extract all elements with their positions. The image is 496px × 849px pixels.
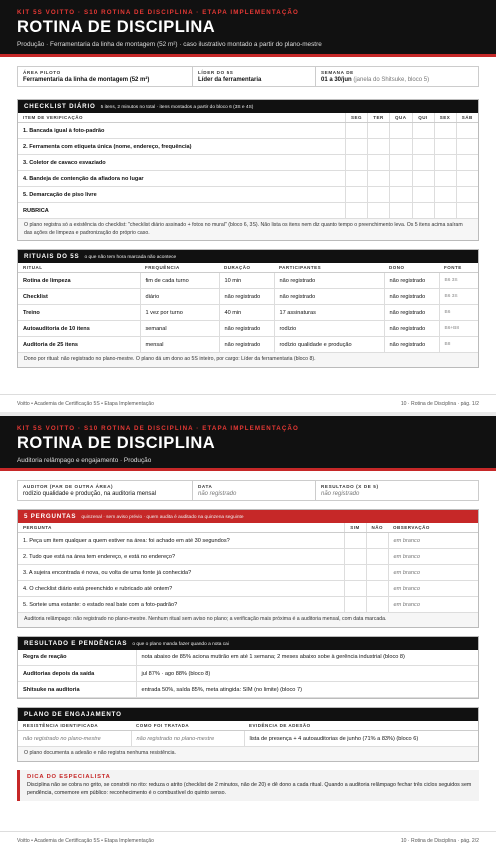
page-header bbox=[0, 0, 496, 54]
results-section bbox=[17, 636, 479, 700]
kicker: KIT 5S VOITTO · S10 ROTINA DE DISCIPLINA · ETAPA IMPLEMENTAÇÃO bbox=[17, 9, 299, 16]
page-1 bbox=[0, 0, 496, 412]
page-number: 10 · Rotina de Disciplina · pág. 1/2 bbox=[400, 400, 479, 407]
question-row: 5. Sorteie uma estante: o estado real bate com a foto-padrão? em branco bbox=[18, 597, 478, 613]
engagement-table: RESISTÊNCIA IDENTIFICADA COMO FOI TRATADA EVIDÊNCIA DE ADESÃO não registrado no plano-mestre não registrado no plano-mestre lista de presença + 4 autoauditorias de junho (71% a 83%) (bloco 6) bbox=[18, 721, 478, 747]
rituals-section bbox=[17, 249, 479, 368]
checklist-row: 2. Ferramenta com etiqueta única (nome, endereço, frequência) bbox=[18, 139, 478, 155]
accent-bar bbox=[0, 54, 496, 57]
results-header: RESULTADO E PENDÊNCIAS o que o plano manda fazer quando a nota cai bbox=[18, 637, 478, 650]
info-date: DATA não registrado bbox=[193, 481, 316, 500]
ritual-row: Treino 1 vez por turno 40 min 17 assinaturas não registrado B6 bbox=[18, 305, 478, 321]
info-strip bbox=[17, 480, 479, 501]
checklist-footnote: O plano registra só a existência do checklist: "checklist diário assinado + fotos no mural" (bloco 6, 3S). Não lista os itens nem diz quanto tempo o preenchimento leva. Os 5 itens acima saíram das ações de limpeza e padronização do próprio caso. bbox=[18, 219, 478, 240]
rituals-header: RITUAIS DO 5S o que não tem hora marcada não acontece bbox=[18, 250, 478, 263]
ritual-row: Rotina de limpeza fim de cada turno 10 min não registrado não registrado B6 3S bbox=[18, 273, 478, 289]
question-row: 1. Peça um item qualquer a quem estiver na área: foi achado em até 30 segundos? em branco bbox=[18, 533, 478, 549]
checklist-table: ITEM DE VERIFICAÇÃO SEG TER QUA QUI SEX SÁB 1. Bancada igual à foto-padrão 2. Ferramenta com etiqueta única (nome, endereço, frequência) 3. Coletor de cavaco esvaziado 4. Bandeja de contenção da afiadora no lugar 5. Demarcação de piso livre RUBRICA bbox=[18, 113, 478, 219]
checklist-row: 5. Demarcação de piso livre bbox=[18, 187, 478, 203]
area-value: Ferramentaria da linha de montagem (52 m²) bbox=[23, 77, 150, 83]
checklist-row: 4. Bandeja de contenção da afiadora no lugar bbox=[18, 171, 478, 187]
questions-header: 5 PERGUNTAS quinzenal · sem aviso prévio · quem audita é auditado na quinzena seguinte bbox=[18, 510, 478, 523]
result-row: Auditorias depois da saída jul 87% · ago 88% (bloco 8) bbox=[18, 666, 478, 682]
ritual-row: Checklist diário não registrado não registrado não registrado B6 3S bbox=[18, 289, 478, 305]
page-footer: Voitto • Academia de Certificação 5S • Etapa Implementação 10 · Rotina de Disciplina · pág. 2/2 bbox=[0, 831, 496, 849]
week-suffix: (janela do Shitsuke, bloco 5) bbox=[351, 77, 430, 83]
page-header bbox=[0, 416, 496, 468]
info-area: ÁREA PILOTO Ferramentaria da linha de montagem (52 m²) bbox=[18, 67, 193, 86]
expert-tip: DICA DO ESPECIALISTA Disciplina não se cobra no grito, se constrói no rito: reduza o atrito (checklist de 2 minutos, não de 20) e dê dono a cada ritual. Quando a auditoria relâmpago fechar três ciclos seguidos sem pendência, comemore em público: reconhecimento é o combustível do quinto senso. bbox=[17, 770, 479, 802]
result-row: Shitsuke na auditoria entrada 50%, saída 85%, meta atingida: SIM (no limite) (bloco 7) bbox=[18, 682, 478, 698]
question-row: 4. O checklist diário está preenchido e rubricado até ontem? em branco bbox=[18, 581, 478, 597]
engagement-footnote: O plano documenta a adesão e não registra nenhuma resistência. bbox=[18, 747, 478, 761]
checklist-section bbox=[17, 99, 479, 241]
info-auditor: AUDITOR (PAR DE OUTRA ÁREA) rodízio qualidade e produção, na auditoria mensal bbox=[18, 481, 193, 500]
questions-table: PERGUNTA SIM NÃO OBSERVAÇÃO 1. Peça um item qualquer a quem estiver na área: foi achado em até 30 segundos? em branco 2. Tudo que está na área tem endereço, e está no endereço? em branco 3. A sujeira encontrada é nova, ou volta de uma fonte já conhecida? em branco 4. O checklist diário está preenchido e rubricado até ontem? em branco 5. Sorteie uma estante: o estado real bate com a foto-padrão? em branco bbox=[18, 523, 478, 613]
checklist-signature-row: RUBRICA bbox=[18, 203, 478, 219]
leader-value: Líder da ferramentaria bbox=[198, 77, 262, 83]
questions-section bbox=[17, 509, 479, 628]
accent-bar bbox=[0, 468, 496, 471]
page-subtitle: Produção · Ferramentaria da linha de montagem (52 m²) · caso ilustrativo montado a partir do plano-mestre bbox=[17, 41, 322, 48]
info-leader: LÍDER DO 5S Líder da ferramentaria bbox=[193, 67, 316, 86]
page-subtitle: Auditoria relâmpago e engajamento · Produção bbox=[17, 457, 152, 464]
page-2 bbox=[0, 416, 496, 849]
info-week: SEMANA DE 01 a 30/jun (janela do Shitsuke, bloco 5) bbox=[321, 70, 430, 83]
engagement-row: não registrado no plano-mestre não registrado no plano-mestre lista de presença + 4 autoauditorias de junho (71% a 83%) (bloco 6) bbox=[18, 731, 478, 747]
page-title: ROTINA DE DISCIPLINA bbox=[17, 18, 216, 36]
week-value: 01 a 30/jun bbox=[321, 77, 352, 83]
engagement-header: PLANO DE ENGAJAMENTO bbox=[18, 708, 478, 721]
engagement-section bbox=[17, 707, 479, 762]
ritual-row: Autoauditoria de 10 itens semanal não registrado rodízio não registrado B6+B8 bbox=[18, 321, 478, 337]
ritual-row: Auditoria de 25 itens mensal não registrado rodízio qualidade e produção não registrado B8 bbox=[18, 337, 478, 353]
rituals-footnote: Dono por ritual: não registrado no plano-mestre. O plano dá um dono ao 5S inteiro, por cargo: Líder da ferramentaria (bloco 8). bbox=[18, 353, 478, 367]
question-row: 2. Tudo que está na área tem endereço, e está no endereço? em branco bbox=[18, 549, 478, 565]
kicker: KIT 5S VOITTO · S10 ROTINA DE DISCIPLINA · ETAPA IMPLEMENTAÇÃO bbox=[17, 425, 299, 432]
question-row: 3. A sujeira encontrada é nova, ou volta de uma fonte já conhecida? em branco bbox=[18, 565, 478, 581]
page-number: 10 · Rotina de Disciplina · pág. 2/2 bbox=[400, 837, 479, 844]
page-footer: Voitto • Academia de Certificação 5S • Etapa Implementação 10 · Rotina de Disciplina · pág. 1/2 bbox=[0, 394, 496, 412]
checklist-row: 1. Bancada igual à foto-padrão bbox=[18, 123, 478, 139]
questions-footnote: Auditoria relâmpago: não registrado no plano-mestre. Nenhum ritual sem aviso no plano; a verificação mais próxima é a auditoria mensal, com data marcada. bbox=[18, 613, 478, 627]
info-result: RESULTADO (X DE 5) não registrado bbox=[321, 484, 379, 497]
result-row: Regra de reação nota abaixo de 85% aciona mutirão em até 1 semana; 2 meses abaixo sobe à gerência industrial (bloco 8) bbox=[18, 650, 478, 666]
rituals-table: RITUAL FREQUÊNCIA DURAÇÃO PARTICIPANTES DONO FONTE Rotina de limpeza fim de cada turno 10 min não registrado não registrado B6 3S Checklist diário não registrado não registrado não registrado B6 3S Treino 1 vez por turno 40 min 17 assinaturas não registrado B6 Autoauditoria de 10 itens semanal não registrado rodízio não registrado B6+B8 Auditoria de 25 itens mensal não registrado rodízio qualidade e produção não registrado B8 bbox=[18, 263, 478, 353]
results-table bbox=[18, 650, 478, 699]
checklist-row: 3. Coletor de cavaco esvaziado bbox=[18, 155, 478, 171]
checklist-header: CHECKLIST DIÁRIO 5 itens, 2 minutos no total · itens montados a partir do bloco 6 (3S e 4S) bbox=[18, 100, 478, 113]
info-strip bbox=[17, 66, 479, 87]
page-title: ROTINA DE DISCIPLINA bbox=[17, 434, 216, 452]
